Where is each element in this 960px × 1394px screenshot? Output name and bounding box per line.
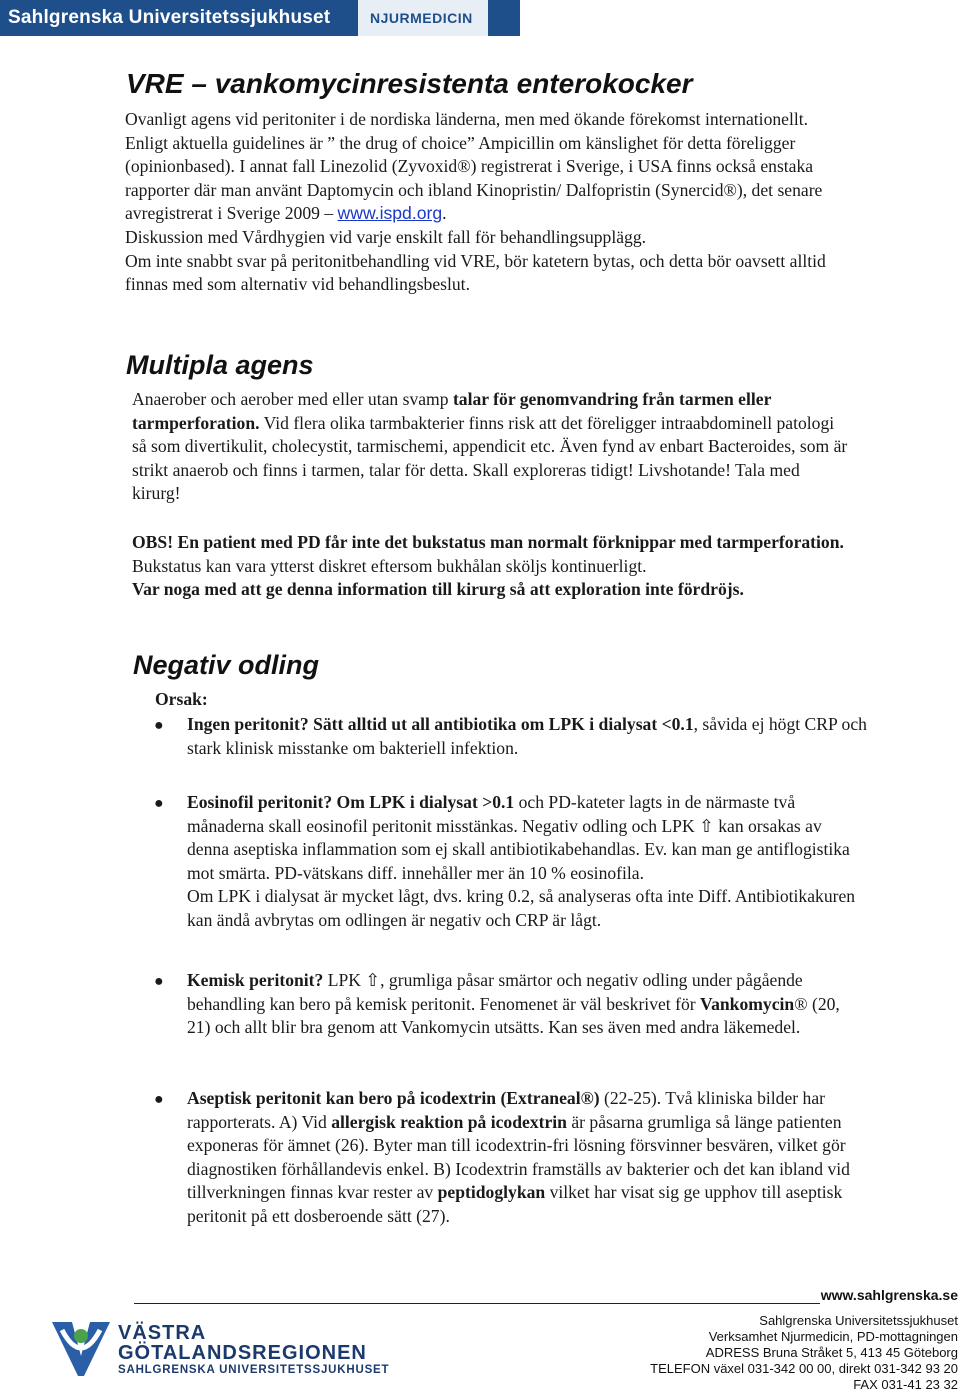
bullet-icon: ● <box>154 973 164 990</box>
bullet-text: LPK ⇧, grumliga påsar smärtor och negativ odling under pågående behandling kan bero på kemisk peritonit. Fenomenet är väl beskrivet för <box>187 970 803 1014</box>
header-dept: NJURMEDICIN <box>358 0 488 36</box>
bullet-bold: Kemisk peritonit? <box>187 970 324 990</box>
multi-text <box>132 388 852 506</box>
bullet-bold: Ingen peritonit? Sätt alltid ut all antibiotika om LPK i dialysat <0.1 <box>187 714 694 734</box>
vre-p3: Diskussion med Vårdhygien vid varje enskilt fall för behandlingsupplägg. <box>125 226 647 247</box>
footer-line-fax: FAX 031-41 23 32 <box>853 1377 958 1392</box>
multi-b1: talar för genomvandring från tarmen eller tarmperforation. <box>132 389 772 433</box>
list-item <box>154 1087 867 1229</box>
orsak-label: Orsak: <box>155 689 208 709</box>
heading-multipla: Multipla agens <box>126 350 314 380</box>
list-item <box>154 791 867 933</box>
heading-vre: VRE – vankomycinresistenta enterokocker <box>126 68 693 99</box>
bullet-icon: ● <box>154 717 164 734</box>
vre-p2: Enligt aktuella guidelines är ” the drug of choice” Ampicillin om känslighet för detta föreligger (opinionbased). I annat fall Linezolid (Zyvoxid®) registrerat i Sverige, i USA finns också enstaka rapporter där man använt Daptomycin och ibland Kinopristin/ Dalfopristin (Synercid®), det senare avregistrerat i Sverige 2009 – <box>125 132 823 224</box>
multi-t1: Anaerober och aerober med eller utan svamp <box>132 389 453 409</box>
bullet-icon: ● <box>154 795 164 812</box>
footer-line-address: ADRESS Bruna Stråket 5, 413 45 Göteborg <box>705 1345 958 1360</box>
vre-text <box>125 108 855 297</box>
footer-line-unit: Verksamhet Njurmedicin, PD-mottagningen <box>708 1329 958 1344</box>
header-accent <box>488 0 520 36</box>
obs-text <box>132 531 872 602</box>
bullet-text: och PD-kateter lagts in de närmaste två månaderna skall eosinofil peritonit misstänkas. Negativ odling och LPK ⇧ kan orsakas av denna aseptiska inflammation som ej skall antibiotikabehandlas. Ev. kan man ge antiflogistika mot smärta. PD-vätskans diff. innehåller mer än 10 % eosinofila. <box>187 792 850 883</box>
footer-url[interactable]: www.sahlgrenska.se <box>820 1287 958 1303</box>
footer-line-org: Sahlgrenska Universitetssjukhuset <box>759 1313 958 1328</box>
multi-t2: Vid flera olika tarmbakterier finns risk att det föreligger intraabdominell patologi så som divertikulit, cholecystit, tarmischemi, appendicit etc. Även fynd av enbart Bacteroides, som är strikt anaerob och finns i tarmen, talar för detta. Skall exploreras tidigt! Livshotande! Tala med kirurg! <box>132 412 848 504</box>
bullet-bold: peptidoglykan <box>437 1182 546 1203</box>
bullet-bold: Vankomycin <box>700 993 795 1014</box>
bullet-text: Om LPK i dialysat är mycket lågt, dvs. kring 0.2, så analyseras ofta inte Diff. Antibiotikakuren kan ändå avbrytas om odlingen är negativ och CRP är lågt. <box>187 886 856 930</box>
logo-line3: SAHLGRENSKA UNIVERSITETSSJUKHUSET <box>118 1364 390 1376</box>
bullet-text: är påsarna grumliga så länge patienten exponeras för ämnet (26). Byter man till icodextrin-fri lösning försvinner besvären, vilket gör diagnostiken förhållandevis enkel. B) Icodextrin framställs av bakterier och det kan ibland vid tillverkningen finnas kvar rester av <box>187 1111 850 1203</box>
bullet-text: vilket har visat sig ge upphov till aseptisk peritonit på ett dosberoende sätt (27). <box>187 1182 843 1226</box>
header-org: Sahlgrenska Universitetssjukhuset <box>0 0 358 36</box>
list-item <box>154 969 867 1040</box>
bullet-bold: Aseptisk peritonit kan bero på icodextrin (Extraneal®) <box>187 1088 600 1108</box>
ispd-link[interactable]: www.ispd.org <box>337 203 443 224</box>
vre-p4: Om inte snabbt svar på peritonitbehandling vid VRE, bör katetern bytas, och detta bör oavsett alltid finnas med som alternativ vid behandlingsbeslut. <box>125 250 826 295</box>
list-item <box>154 713 867 760</box>
obs-t1: Bukstatus kan vara ytterst diskret eftersom bukhålan sköljs kontinuerligt. <box>132 555 647 576</box>
vgr-logo-icon <box>50 1316 112 1378</box>
bullet-text: (22-25). Två kliniska bilder har rapporterats. A) Vid <box>187 1088 825 1132</box>
bullet-text: ® (20, 21) och allt blir bra genom att Vankomycin utsätts. Kan ses även med andra läkemedel. <box>187 993 840 1038</box>
logo-line2: GÖTALANDSREGIONEN <box>118 1342 367 1364</box>
bullet-icon: ● <box>154 1091 164 1108</box>
obs-b2: Var noga med att ge denna information till kirurg så att exploration inte fördröjs. <box>132 579 744 600</box>
obs-b1: OBS! En patient med PD får inte det bukstatus man normalt förknippar med tarmperforation. <box>132 532 844 552</box>
heading-negativ-odling: Negativ odling <box>133 650 320 680</box>
footer-line-phone: TELEFON växel 031-342 00 00, direkt 031-342 93 20 <box>650 1361 958 1376</box>
bullet-text: , såvida ej högt CRP och stark klinisk misstanke om bakteriell infektion. <box>187 714 867 758</box>
bullet-bold: allergisk reaktion på icodextrin <box>331 1111 567 1132</box>
bullet-bold: Eosinofil peritonit? Om LPK i dialysat >0.1 <box>187 792 515 812</box>
footer-contact <box>650 1313 958 1393</box>
vgr-logo <box>50 1316 390 1380</box>
vre-p1: Ovanligt agens vid peritoniter i de nordiska länderna, men med ökande förekomst internationellt. <box>125 109 809 129</box>
logo-line1: VÄSTRA <box>118 1322 207 1344</box>
page-header <box>0 0 520 36</box>
vre-p2-end: . <box>442 203 447 224</box>
footer-divider <box>134 1303 820 1304</box>
